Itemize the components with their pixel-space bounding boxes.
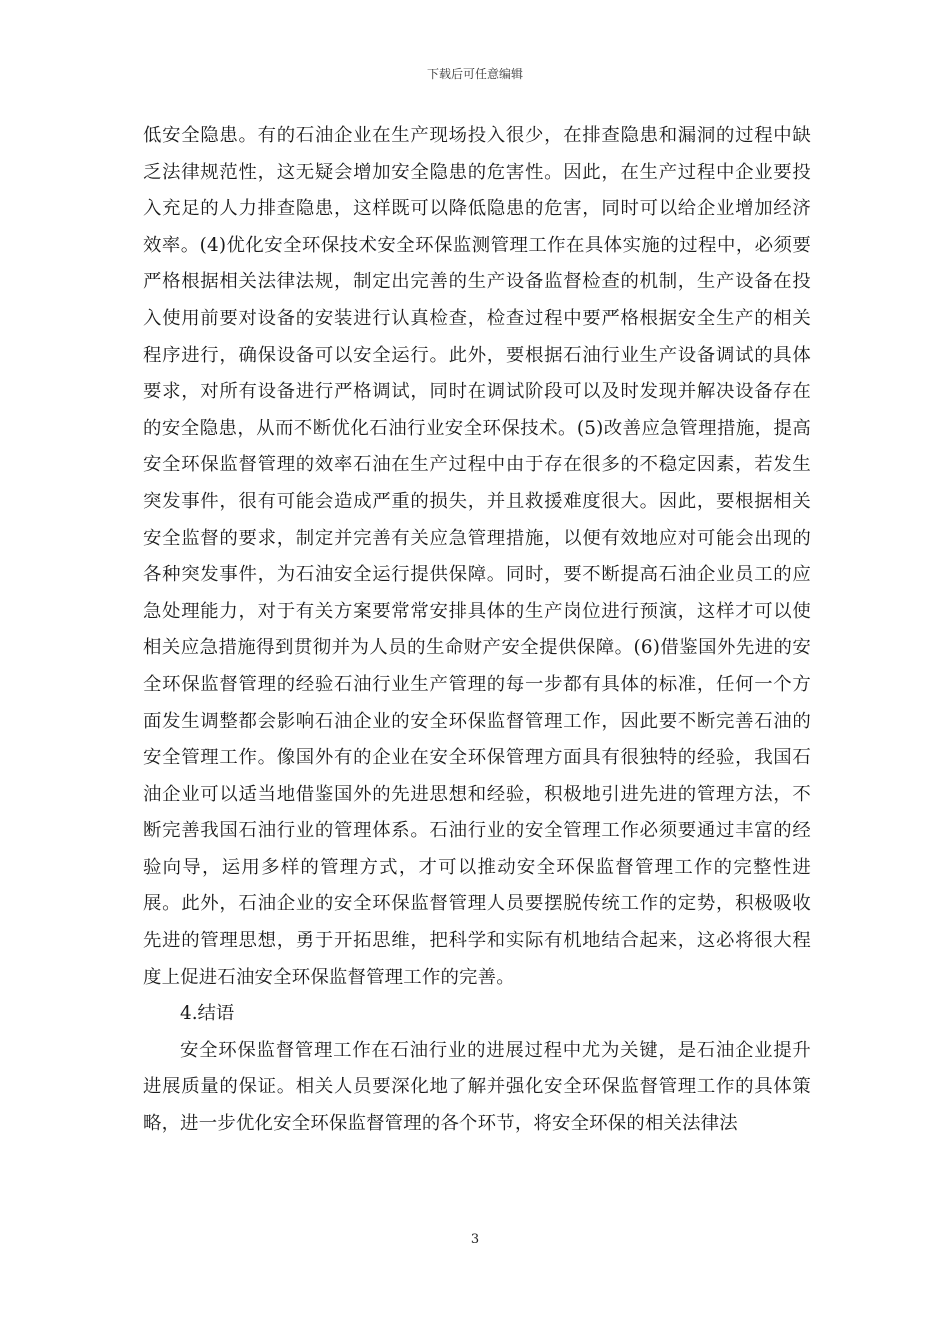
page-number: 3 [470,1232,480,1247]
document-body [143,118,811,1143]
body-paragraph: 安全环保监督管理工作在石油行业的进展过程中尤为关键，是石油企业提升进展质量的保证。相关人员要深化地了解并强化安全环保监督管理工作的具体策略，进一步优化安全环保监督管理的各个环节，将安全环保的相关法律法 [143,1039,811,1135]
section-heading: 4.结语 [180,1003,235,1025]
page-header: 下载后可任意编辑 [426,67,523,81]
body-paragraph: 低安全隐患。有的石油企业在生产现场投入很少，在排查隐患和漏洞的过程中缺乏法律规范性，这无疑会增加安全隐患的危害性。因此，在生产过程中企业要投入充足的人力排查隐患，这样既可以降低隐患的危害，同时可以给企业增加经济效率。(4)优化安全环保技术安全环保监测管理工作在具体实施的过程中，必须要严格根据相关法律法规，制定出完善的生产设备监督检查的机制，生产设备在投入使用前要对设备的安装进行认真检查，检查过程中要严格根据安全生产的相关程序进行，确保设备可以安全运行。此外，要根据石油行业生产设备调试的具体要求，对所有设备进行严格调试，同时在调试阶段可以及时发现并解决设备存在的安全隐患，从而不断优化石油行业安全环保技术。(5)改善应急管理措施，提高安全环保监督管理的效率石油在生产过程中由于存在很多的不稳定因素，若发生突发事件，很有可能会造成严重的损失，并且救援难度很大。因此，要根据相关安全监督的要求，制定并完善有关应急管理措施，以便有效地应对可能会出现的各种突发事件，为石油安全运行提供保障。同时，要不断提高石油企业员工的应急处理能力，对于有关方案要常常安排具体的生产岗位进行预演，这样才可以使相关应急措施得到贯彻并为人员的生命财产安全提供保障。(6)借鉴国外先进的安全环保监督管理的经验石油行业生产管理的每一步都有具体的标准，任何一个方面发生调整都会影响石油企业的安全环保监督管理工作，因此要不断完善石油的安全管理工作。像国外有的企业在安全环保管理方面具有很独特的经验，我国石油企业可以适当地借鉴国外的先进思想和经验，积极地引进先进的管理方法，不断完善我国石油行业的管理体系。石油行业的安全管理工作必须要通过丰富的经验向导，运用多样的管理方式，才可以推动安全环保监督管理工作的完整性进展。此外，石油企业的安全环保监督管理人员要摆脱传统工作的定势，积极吸收先进的管理思想，勇于开拓思维，把科学和实际有机地结合起来，这必将很大程度上促进石油安全环保监督管理工作的完善。 [143,125,811,988]
